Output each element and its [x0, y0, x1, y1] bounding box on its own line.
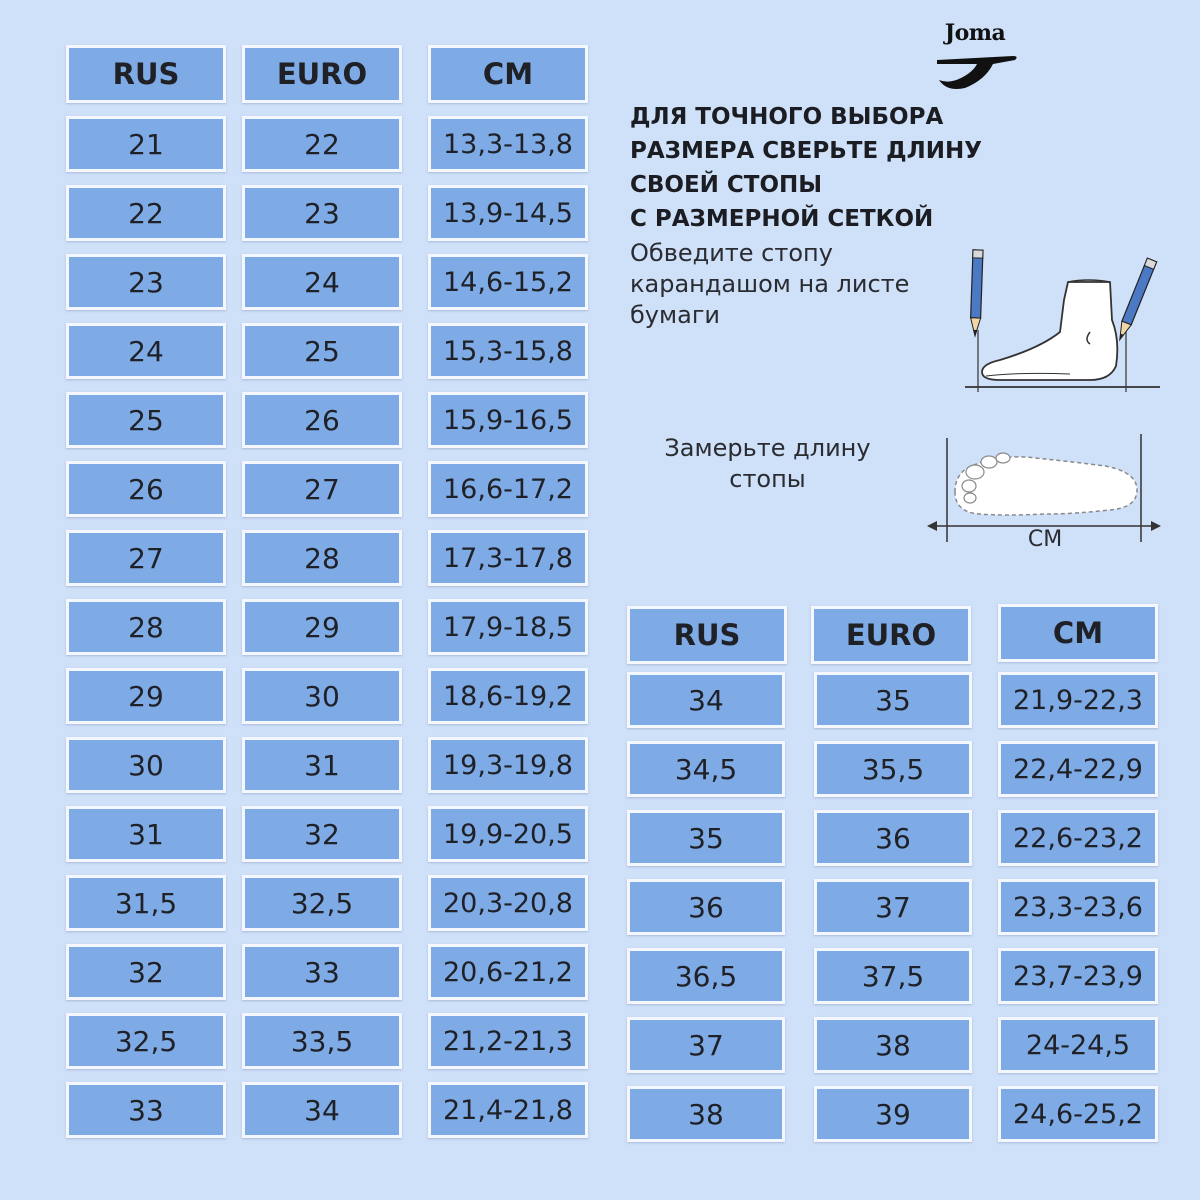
cell-euro: 24: [242, 254, 402, 310]
cell-euro: 22: [242, 116, 402, 172]
cell-cm: 18,6-19,2: [428, 668, 588, 724]
instruction-line: Замерьте длину: [664, 434, 871, 462]
cell-cm: 24-24,5: [998, 1017, 1158, 1073]
cell-cm: 20,3-20,8: [428, 875, 588, 931]
cell-euro: 30: [242, 668, 402, 724]
instruction-line: карандашом на листе: [630, 270, 910, 298]
cell-rus: 23: [66, 254, 226, 310]
column-header-cm: CM: [998, 604, 1158, 662]
cell-euro: 33,5: [242, 1013, 402, 1069]
cell-euro: 37,5: [814, 948, 972, 1004]
column-header-rus: RUS: [627, 606, 787, 664]
cell-euro: 33: [242, 944, 402, 1000]
cell-rus: 25: [66, 392, 226, 448]
cell-euro: 26: [242, 392, 402, 448]
instruction-measure-length: [640, 433, 895, 495]
headline-line: ДЛЯ ТОЧНОГО ВЫБОРА: [630, 104, 944, 130]
instruction-trace-foot: [630, 238, 970, 331]
measure-unit-label: CM: [1027, 527, 1063, 552]
cell-cm: 21,2-21,3: [428, 1013, 588, 1069]
cell-cm: 22,4-22,9: [998, 741, 1158, 797]
cell-euro: 34: [242, 1082, 402, 1138]
instruction-line: стопы: [729, 465, 806, 493]
cell-euro: 23: [242, 185, 402, 241]
cell-rus: 28: [66, 599, 226, 655]
cell-euro: 25: [242, 323, 402, 379]
instruction-line: Обведите стопу: [630, 239, 833, 267]
cell-euro: 32,5: [242, 875, 402, 931]
cell-cm: 16,6-17,2: [428, 461, 588, 517]
cell-rus: 26: [66, 461, 226, 517]
cell-cm: 13,9-14,5: [428, 185, 588, 241]
brand-name: Joma: [944, 20, 1006, 46]
cell-cm: 21,9-22,3: [998, 672, 1158, 728]
headline: [630, 100, 1030, 236]
cell-euro: 29: [242, 599, 402, 655]
headline-line: С РАЗМЕРНОЙ СЕТКОЙ: [630, 206, 934, 232]
cell-rus: 30: [66, 737, 226, 793]
cell-rus: 34,5: [627, 741, 785, 797]
cell-cm: 13,3-13,8: [428, 116, 588, 172]
cell-euro: 35,5: [814, 741, 972, 797]
cell-rus: 32: [66, 944, 226, 1000]
joma-logo-icon: [935, 50, 1020, 92]
cell-cm: 15,9-16,5: [428, 392, 588, 448]
cell-rus: 36: [627, 879, 785, 935]
cell-euro: 36: [814, 810, 972, 866]
cell-rus: 36,5: [627, 948, 785, 1004]
cell-euro: 35: [814, 672, 972, 728]
cell-euro: 37: [814, 879, 972, 935]
headline-line: РАЗМЕРА СВЕРЬТЕ ДЛИНУ: [630, 138, 982, 164]
cell-rus: 34: [627, 672, 785, 728]
cell-cm: 17,3-17,8: [428, 530, 588, 586]
cell-rus: 32,5: [66, 1013, 226, 1069]
cell-cm: 15,3-15,8: [428, 323, 588, 379]
column-header-euro: EURO: [811, 606, 971, 664]
cell-euro: 27: [242, 461, 402, 517]
cell-rus: 31: [66, 806, 226, 862]
brand-logo: [935, 20, 1020, 92]
cell-rus: 24: [66, 323, 226, 379]
cell-rus: 31,5: [66, 875, 226, 931]
cell-euro: 39: [814, 1086, 972, 1142]
cell-cm: 21,4-21,8: [428, 1082, 588, 1138]
cell-euro: 32: [242, 806, 402, 862]
cell-cm: 14,6-15,2: [428, 254, 588, 310]
headline-line: СВОЕЙ СТОПЫ: [630, 172, 823, 198]
foot-side-with-pencils-icon: [960, 240, 1170, 399]
cell-euro: 28: [242, 530, 402, 586]
cell-rus: 37: [627, 1017, 785, 1073]
cell-cm: 23,3-23,6: [998, 879, 1158, 935]
cell-rus: 38: [627, 1086, 785, 1142]
cell-cm: 20,6-21,2: [428, 944, 588, 1000]
cell-cm: 23,7-23,9: [998, 948, 1158, 1004]
cell-rus: 21: [66, 116, 226, 172]
column-header-euro: EURO: [242, 45, 402, 103]
cell-rus: 22: [66, 185, 226, 241]
cell-rus: 35: [627, 810, 785, 866]
cell-cm: 19,3-19,8: [428, 737, 588, 793]
cell-euro: 38: [814, 1017, 972, 1073]
cell-cm: 17,9-18,5: [428, 599, 588, 655]
cell-euro: 31: [242, 737, 402, 793]
cell-rus: 33: [66, 1082, 226, 1138]
column-header-rus: RUS: [66, 45, 226, 103]
cell-rus: 29: [66, 668, 226, 724]
cell-cm: 22,6-23,2: [998, 810, 1158, 866]
cell-rus: 27: [66, 530, 226, 586]
cell-cm: 24,6-25,2: [998, 1086, 1158, 1142]
cell-cm: 19,9-20,5: [428, 806, 588, 862]
instruction-line: бумаги: [630, 301, 721, 329]
column-header-cm: CM: [428, 45, 588, 103]
